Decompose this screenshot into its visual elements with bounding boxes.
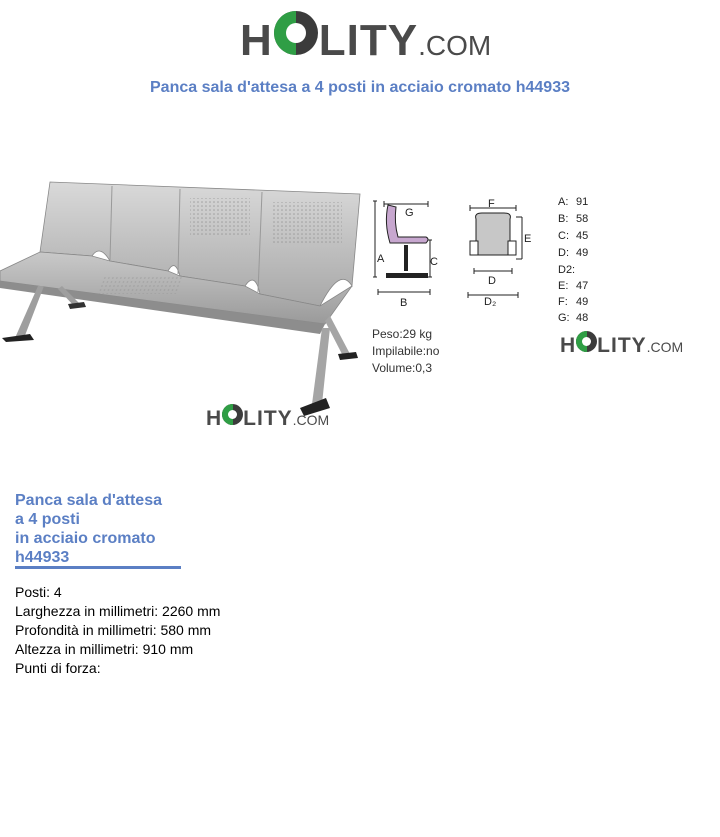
detail-width: Larghezza in millimetri: 2260 mm <box>15 603 221 619</box>
dimension-row <box>558 264 598 276</box>
spec-stackable: Impilabile:no <box>372 344 440 358</box>
logo-letter-h: H <box>560 334 577 357</box>
spec-volume: Volume:0,3 <box>372 361 433 375</box>
dimension-value: 47 <box>576 280 589 292</box>
logo-letter-h: H <box>240 16 273 65</box>
diagram-label-b: B <box>400 297 408 309</box>
dimension-value: 49 <box>576 247 589 259</box>
diagram-label-g: G <box>405 207 414 219</box>
watermark-logo <box>560 331 683 358</box>
logo-suffix: .COM <box>418 30 492 61</box>
brand-logo[interactable] <box>240 11 491 67</box>
logo-word: LITY <box>243 407 293 430</box>
diagram-label-d: D <box>488 275 496 287</box>
heading-line: a 4 posti <box>15 511 80 528</box>
dimension-key: C: <box>558 230 569 242</box>
detail-seats: Posti: 4 <box>15 584 62 600</box>
dimension-value: 45 <box>576 230 589 242</box>
diagram-label-d2: D₂ <box>484 296 497 308</box>
diagram-label-a: A <box>377 253 385 265</box>
logo-o-icon <box>222 404 243 425</box>
dimension-row <box>558 312 598 324</box>
dimension-key: D2: <box>558 264 576 276</box>
dimension-row <box>558 213 598 225</box>
logo-word: LITY <box>318 16 419 65</box>
dimension-key: E: <box>558 280 569 292</box>
logo-word: LITY <box>597 334 647 357</box>
dimension-key: D: <box>558 247 569 259</box>
logo-o-icon <box>576 331 597 352</box>
watermark-logo <box>206 404 329 431</box>
logo-o-icon <box>274 11 318 55</box>
diagram-label-f: F <box>488 198 495 210</box>
logo-letter-h: H <box>206 407 223 430</box>
dimension-row <box>558 280 598 292</box>
dimension-row <box>558 196 598 208</box>
dimension-row <box>558 230 598 242</box>
logo-suffix: .COM <box>646 339 684 355</box>
spec-weight: Peso:29 kg <box>372 327 433 341</box>
dimension-value: 91 <box>576 196 589 208</box>
diagram-label-e: E <box>524 233 532 245</box>
detail-height: Altezza in millimetri: 910 mm <box>15 641 194 657</box>
detail-depth: Profondità in millimetri: 580 mm <box>15 622 212 638</box>
logo-suffix: .COM <box>292 412 330 428</box>
detail-strengths: Punti di forza: <box>15 660 101 676</box>
bench-product-image <box>0 176 365 436</box>
page-title: Panca sala d'attesa a 4 posti in acciaio cromato h44933 <box>150 79 570 96</box>
dimension-key: B: <box>558 213 569 225</box>
heading-line: Panca sala d'attesa <box>15 492 162 509</box>
heading-line: h44933 <box>15 549 70 566</box>
dimension-row <box>558 296 598 308</box>
dimension-value: 49 <box>576 296 589 308</box>
product-heading <box>15 491 185 567</box>
dimensions-diagram <box>370 195 555 310</box>
dimension-value: 58 <box>576 213 589 225</box>
heading-line: in acciaio cromato <box>15 530 156 547</box>
dimension-row <box>558 247 598 259</box>
diagram-label-c: C <box>430 256 438 268</box>
dimension-key: F: <box>558 296 568 308</box>
heading-underline <box>15 566 181 569</box>
dimension-value: 48 <box>576 312 589 324</box>
dimension-key: G: <box>558 312 570 324</box>
dimension-key: A: <box>558 196 569 208</box>
